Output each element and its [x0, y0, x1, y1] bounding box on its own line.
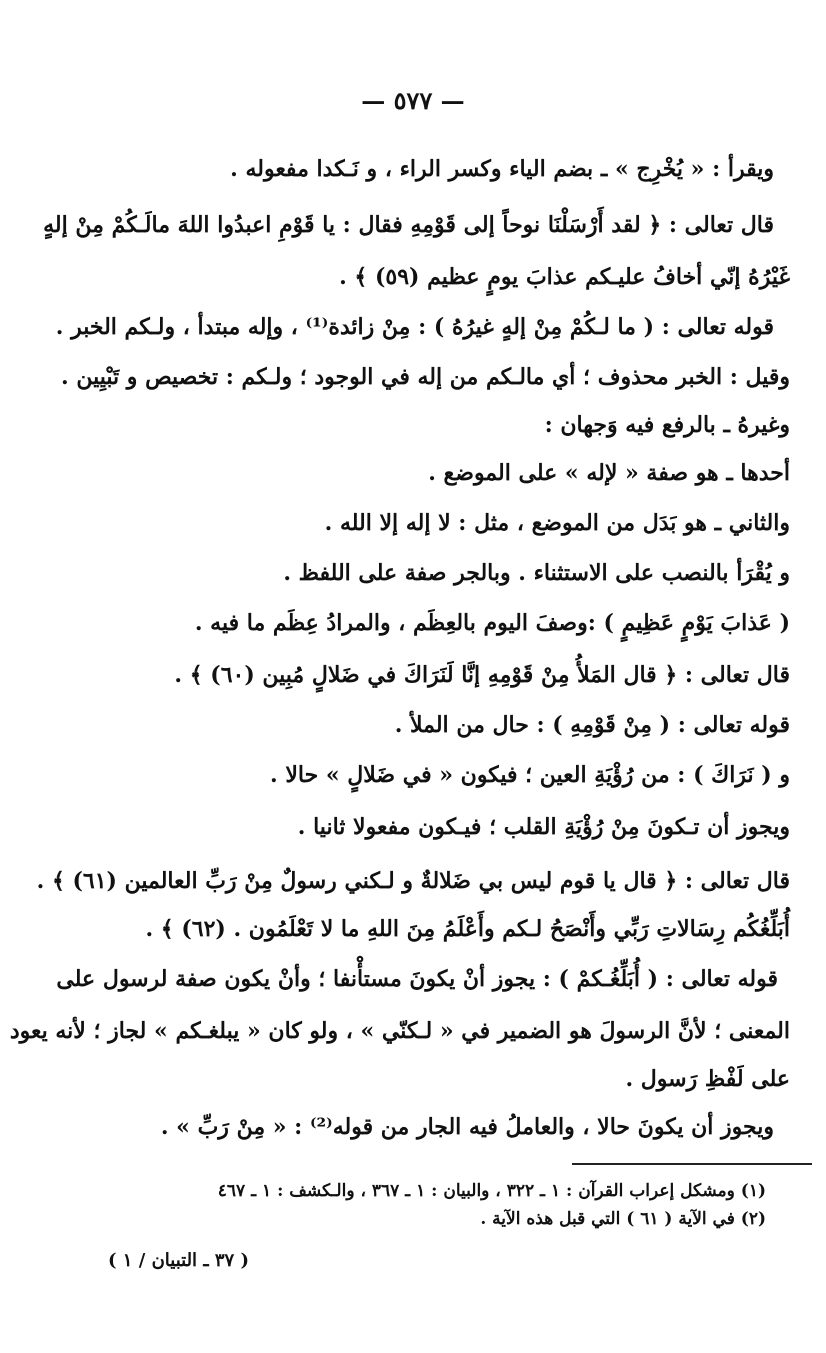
text-line: قوله تعالى : ( مِنْ قَوْمِهِ ) : حال من الملأ .: [394, 712, 790, 738]
text-line: أُبَلِّغُكُم رِسَالاتِ رَبِّي وأَنْصَحُ لـكم وأَعْلَمُ مِنَ اللهِ ما لا تَعْلَمُون . (٦٢) ﴾ .: [145, 916, 790, 942]
printer-signature: ( ٣٧ ـ التبيان / ١ ): [108, 1250, 250, 1271]
footnote: (١) ومشكل إعراب القرآن : ١ ـ ٣٢٢ ، والبيان : ١ ـ ٣٦٧ ، والـكشف : ١ ـ ٤٦٧: [217, 1181, 766, 1201]
text-line: قوله تعالى : ( ما لـكُمْ مِنْ إلهٍ غيرُهُ ) : مِنْ زائدة⁽¹⁾ ، وإله مبتدأ ، ولـكم الخبر .: [55, 314, 774, 340]
text-line: والثاني ـ هو بَدَل من الموضع ، مثل : لا إله إلا الله .: [324, 510, 790, 536]
text-line: ( عَذابَ يَوْمٍ عَظِيمٍ ) :وصفَ اليوم بالعِظَم ، والمرادُ عِظَم ما فيه .: [194, 610, 790, 636]
text-line: غَيْرُهُ إنّي أخافُ عليـكم عذابَ يومٍ عظيم (٥٩) ﴾ .: [339, 264, 790, 290]
text-line: وغيرهُ ـ بالرفع فيه وَجهان :: [544, 412, 790, 438]
text-line: و يُقْرَأ بالنصب على الاستثناء . وبالجر صفة على اللفظ .: [283, 560, 790, 586]
text-line: قال تعالى : ﴿ قال يا قوم ليس بي ضَلالةٌ و لـكني رسولٌ مِنْ رَبِّ العالمين (٦١) ﴾ .: [36, 868, 790, 894]
text-line: قوله تعالى : ( أُبَلِّغُـكمْ ) : يجوز أنْ يكونَ مستأْنفا ؛ وأنْ يكون صفة لرسول على: [56, 966, 778, 992]
text-line: ويقرأ : « يُخْرِج » ـ بضم الياء وكسر الراء ، و نَـكدا مفعوله .: [230, 156, 774, 182]
text-line: و ( نَرَاكَ ) : من رُؤْيَةِ العين ؛ فيكون « في ضَلالٍ » حالا .: [270, 762, 790, 788]
text-line: المعنى ؛ لأنَّ الرسولَ هو الضمير في « لـكنّي » ، ولو كان « يبلغـكم » لجاز ؛ لأنه يعود: [9, 1018, 790, 1044]
text-line: ويجوز أن يكونَ حالا ، والعاملُ فيه الجار من قوله⁽²⁾ : « مِنْ رَبِّ » .: [160, 1114, 774, 1140]
page-number: — ٥٧٧ —: [361, 86, 465, 115]
footnote-divider: [572, 1163, 812, 1165]
text-line: على لَفْظِ رَسول .: [625, 1066, 790, 1092]
text-line: قال تعالى : ﴿ لقد أَرْسَلْنَا نوحاً إلى قَوْمِهِ فقال : يا قَوْمِ اعبدُوا اللهَ مالَـكُمْ مِنْ إلهٍ: [43, 212, 774, 238]
text-line: وقيل : الخبر محذوف ؛ أي مالـكم من إله في الوجود ؛ ولـكم : تخصيص و تَبْيِين .: [61, 364, 790, 390]
footnote: (٢) في الآية ( ٦١ ) التي قبل هذه الآية .: [480, 1209, 766, 1229]
text-line: قال تعالى : ﴿ قال المَلأُ مِنْ قَوْمِهِ إنَّا لَنَرَاكَ في ضَلالٍ مُبِين (٦٠) ﴾ .: [174, 662, 790, 688]
text-line: أحدها ـ هو صفة « لإله » على الموضع .: [428, 460, 790, 486]
text-line: ويجوز أن تـكونَ مِنْ رُؤْيَةِ القلب ؛ فيـكون مفعولا ثانيا .: [297, 814, 790, 840]
